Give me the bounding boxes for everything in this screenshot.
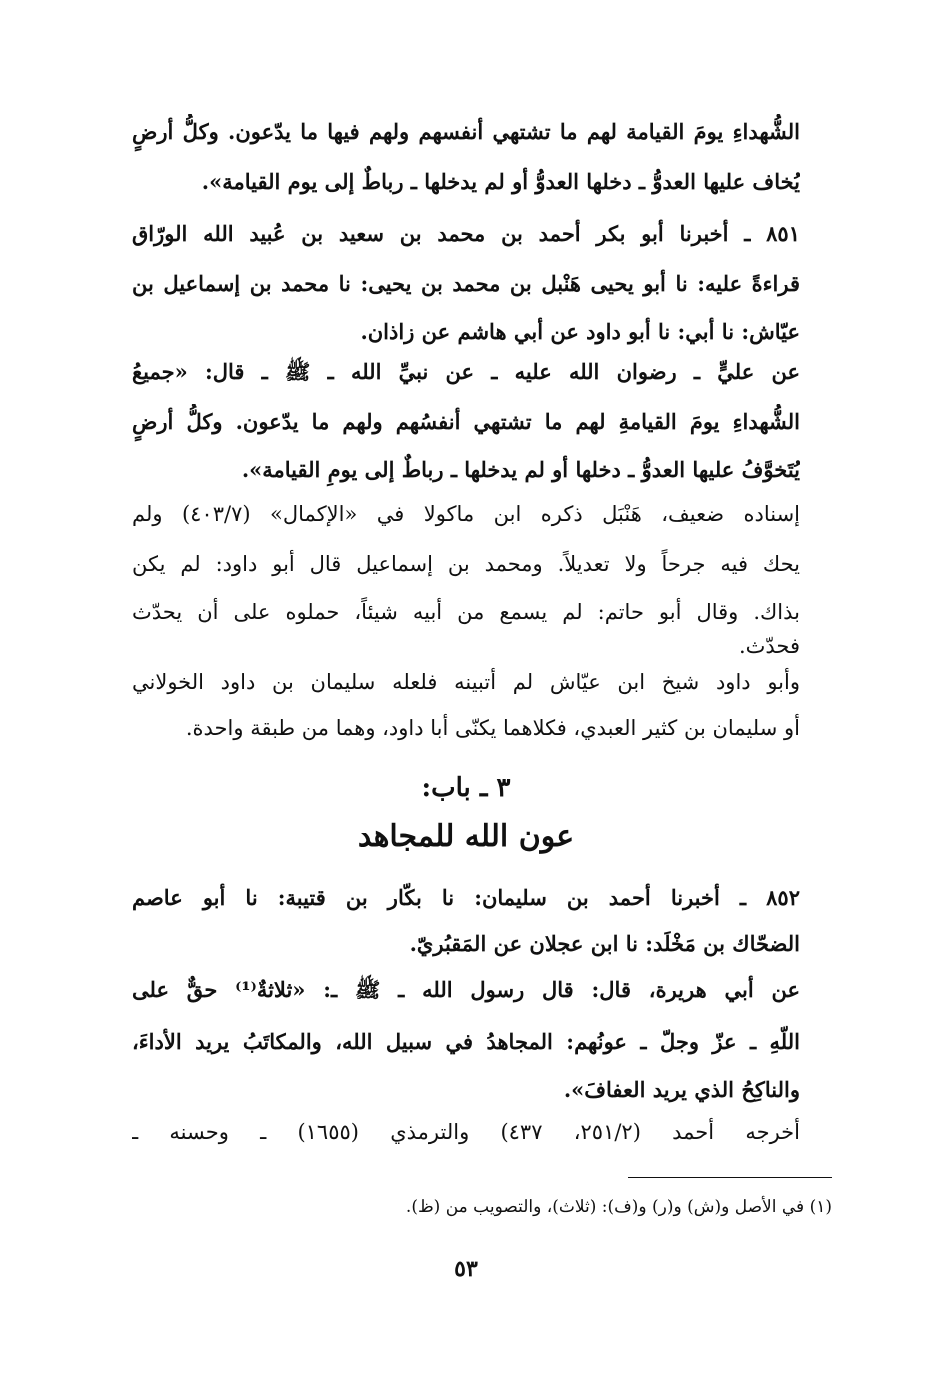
- text-line: يُخاف عليها العدوُّ ـ دخلها العدوُّ أو لم يدخلها ـ رباطٌ إلى يوم القيامة».: [201, 169, 800, 194]
- text-line: اللّهِ ـ عزّ وجلّ ـ عونُهم: المجاهدُ في سبيل الله، والمكاتَبُ يريد الأداءَ،: [132, 1029, 800, 1054]
- chapter-number: ٣ ـ باب:: [421, 773, 511, 803]
- text-line: الشُّهداءِ يومَ القيامة لهم ما تشتهي أنفسهم ولهم فيها ما يدّعون. وكلُّ أرضٍ: [132, 119, 800, 144]
- chapter-title: عون الله للمجاهد: [357, 819, 575, 854]
- commentary-line: إسناده ضعيف، هَنْبَل ذكره ابن ماكولا في «الإكمال» (٤٠٣/٧) ولم: [132, 502, 800, 526]
- text-line: الشُّهداءِ يومَ القيامةِ لهم ما تشتهي أنفسُهم ولهم ما يدّعون. وكلُّ أرضٍ: [132, 409, 800, 434]
- page-number: ٥٣: [454, 1256, 478, 1282]
- commentary-line: وأبو داود شيخ ابن عيّاش لم أتبينه فلعله سليمان بن داود الخولاني: [132, 670, 800, 694]
- text-line: الضحّاك بن مَخْلَد: نا ابن عجلان عن المَقبُريّ.: [409, 931, 800, 956]
- text-line: عن أبي هريرة، قال: قال رسول الله ـ ﷺ ـ: «ثلاثةٌ⁽¹⁾ حقٌّ على: [132, 977, 800, 1002]
- text-line: عيّاش: نا أبي: نا أبو داود عن أبي هاشم عن زاذان.: [360, 319, 800, 344]
- commentary-line: يحك فيه جرحاً ولا تعديلاً. ومحمد بن إسماعيل قال أبو داود: لم يكن: [132, 552, 800, 576]
- hadith-852-header: ٨٥٢ ـ أخبرنا أحمد بن سليمان: نا بكّار بن قتيبة: نا أبو عاصم: [132, 885, 800, 910]
- footnote: (١) في الأصل و(ش) و(ر) و(ف): (ثلاث)، والتصويب من (ظ).: [405, 1197, 832, 1217]
- text-line: عن عليٍّ ـ رضوان الله عليه ـ عن نبيِّ الله ـ ﷺ ـ قال: «جميعُ: [132, 359, 800, 384]
- text-line: قراءةً عليه: نا أبو يحيى هَنْبل بن محمد بن يحيى: نا محمد بن إسماعيل بن: [132, 271, 800, 296]
- commentary-line: أو سليمان بن كثير العبدي، فكلاهما يكنّى أبا داود، وهما من طبقة واحدة.: [185, 716, 800, 740]
- commentary-line: بذاك. وقال أبو حاتم: لم يسمع من أبيه شيئاً، حملوه على أن يحدّث: [132, 600, 800, 624]
- commentary-line: فحدّث.: [738, 634, 800, 658]
- commentary-line: أخرجه أحمد (٢٥١/٢، ٤٣٧) والترمذي (١٦٥٥) ـ وحسنه ـ: [132, 1120, 800, 1144]
- text-line: يُتَخوَّفُ عليها العدوُّ ـ دخلها أو لم يدخلها ـ رباطٌ إلى يومِ القيامة».: [241, 457, 800, 482]
- footnote-divider: [628, 1177, 832, 1178]
- hadith-851-header: ٨٥١ ـ أخبرنا أبو بكر أحمد بن محمد بن سعيد بن عُبيد الله الورّاق: [132, 221, 800, 246]
- text-line: والناكِحُ الذي يريد العفافَ».: [563, 1077, 800, 1102]
